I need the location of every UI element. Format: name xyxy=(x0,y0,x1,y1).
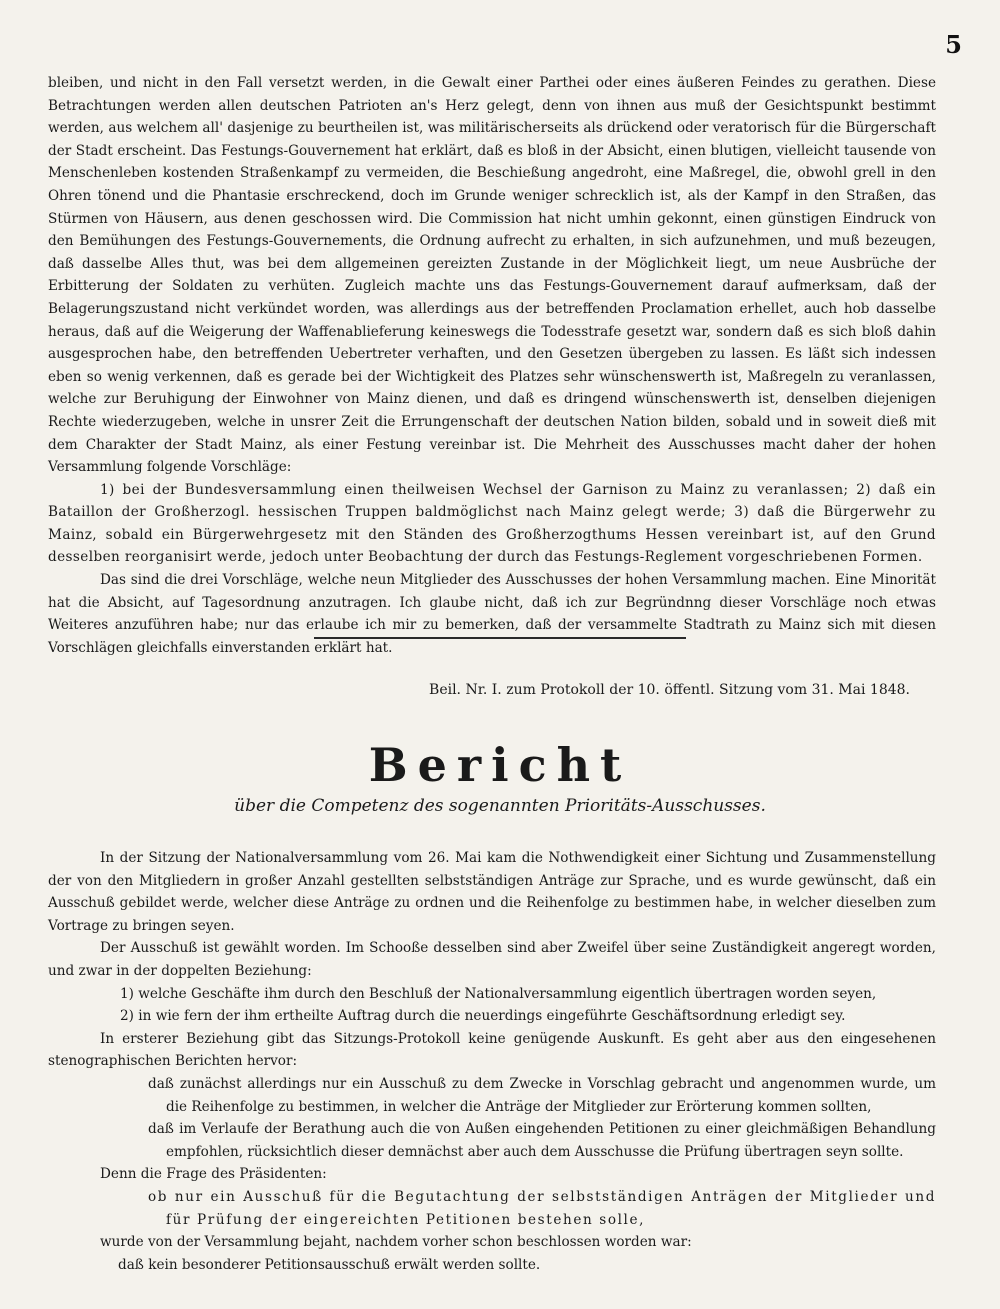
commission-report-continuation xyxy=(48,72,936,659)
report-body xyxy=(48,847,936,1276)
president-question: ob nur ein Ausschuß für die Begutachtung der selbstständigen Anträgen der Mitglieder und für Prüfung der eingereichten Petitionen bestehen solle, xyxy=(148,1188,936,1228)
section-divider xyxy=(314,637,686,639)
paragraph: Das sind die drei Vorschläge, welche neun Mitglieder des Ausschusses der hohen Versammlung machen. Eine Minorität hat die Absicht, auf Tagesordnung anzutragen. Ich glaube nicht, daß ich zur Begründnng dieser Vorschläge noch etwas Weiteres anzuführen habe; nur das erlaube ich mir zu bemerken, daß der versammelte Stadtrath zu Mainz sich mit diesen Vorschlägen gleichfalls einverstanden erklärt hat. xyxy=(48,572,936,656)
paragraph: In ersterer Beziehung gibt das Sitzungs-Protokoll keine genügende Auskunft. Es geht aber aus den eingesehenen stenographischen Berichten hervor: xyxy=(48,1030,936,1070)
paragraph: Denn die Frage des Präsidenten: xyxy=(100,1166,327,1183)
quoted-clause: daß im Verlaufe der Berathung auch die von Außen eingehenden Petitionen zu einer gleichmäßigen Behandlung empfohlen, rücksichtlich dieser demnächst aber auch dem Ausschusse die Prüfung übertragen seyn sollte. xyxy=(148,1121,936,1160)
quoted-clause: daß kein besonderer Petitionsausschuß erwält werden sollte. xyxy=(118,1256,541,1273)
list-item: 1) welche Geschäfte ihm durch den Beschluß der Nationalversammlung eigentlich übertragen worden seyen, xyxy=(120,985,877,1002)
quoted-clause: daß zunächst allerdings nur ein Ausschuß zu dem Zwecke in Vorschlag gebracht und angenommen wurde, um die Reihenfolge zu bestimmen, in welcher die Anträge der Mitglieder zur Erörterung kommen sollten, xyxy=(148,1075,936,1115)
report-subtitle: über die Competenz des sogenannten Prioritäts-Ausschusses. xyxy=(234,796,766,816)
paragraph: Der Ausschuß ist gewählt worden. Im Schooße desselben sind aber Zweifel über seine Zuständigkeit angeregt worden, und zwar in der doppelten Beziehung: xyxy=(48,940,936,979)
paragraph: bleiben, und nicht in den Fall versetzt werden, in die Gewalt einer Parthei oder eines äußeren Feindes zu gerathen. Diese Betrachtungen werden allen deutschen Patrioten an's Herz gelegt, denn von ihnen aus muß der Gesichtspunkt bestimmt werden, aus welchem all' dasjenige zu beurtheilen ist, was militärischerseits als drückend oder veratorisch für die Bürgerschaft der Stadt erscheint. Das Festungs-Gouvernement hat erklärt, daß es bloß in der Absicht, einen blutigen, vielleicht tausende von Menschenleben kostenden Straßenkampf zu vermeiden, die Beschießung angedroht, eine Maßregel, die, obwohl grell in den Ohren tönend und die Phantasie erschreckend, doch im Grunde weniger schrecklich ist, als der Kampf in den Straßen, das Stürmen von Häusern, aus denen geschossen wird. Die Commission hat nicht umhin gekonnt, einen günstigen Eindruck von den Bemühungen des Festungs-Gouvernements, die Ordnung aufrecht zu erhalten, in sich aufzunehmen, und muß bezeugen, daß dasselbe Alles thut, was bei dem allgemeinen gereizten Zustande in der Möglichkeit liegt, um neue Ausbrüche der Erbitterung der Soldaten zu verhüten. Zugleich machte uns das Festungs-Gouvernement darauf aufmerksam, daß der Belagerungszustand nicht verkündet worden, was allerdings aus der betreffenden Proclamation erhellet, auch hob dasselbe heraus, daß auf die Weigerung der Waffenablieferung keineswegs die Todesstrafe gesetzt war, sondern daß es sich bloß dahin ausgesprochen habe, den betreffenden Uebertreter verhaften, und den Gesetzen übergeben zu lassen. Es läßt sich indessen eben so wenig verkennen, daß es gerade bei der Wichtigkeit des Platzes sehr wünschenswerth ist, Maßregeln zu veranlassen, welche zur Beruhigung der Einwohner von Mainz dienen, und daß es dringend wünschenswerth ist, denselben diejenigen Rechte wiederzugeben, welche in unsrer Zeit die Errungenschaft der deutschen Nation bilden, sobald und in soweit dieß mit dem Charakter der Stadt Mainz, als einer Festung vereinbar ist. Die Mehrheit des Ausschusses macht daher der hohen Versammlung folgende Vorschläge: xyxy=(48,75,936,476)
appendix-reference: Beil. Nr. I. zum Protokoll der 10. öffentl. Sitzung vom 31. Mai 1848. xyxy=(429,682,910,698)
proposals-list: 1) bei der Bundesversammlung einen theilweisen Wechsel der Garnison zu Mainz zu veranlassen; 2) daß ein Bataillon der Großherzogl. hessischen Truppen baldmöglichst nach Mainz gelegt werde; 3) daß die Bürgerwehr zu Mainz, sobald ein Bürgerwehrgesetz mit den Ständen des Großherzogthums Hessen vereinbart ist, auf den Grund desselben reorganisirt werde, jedoch unter Beobachtung der durch das Festungs-Reglement vorgeschriebenen Formen. xyxy=(48,481,936,566)
paragraph: wurde von der Versammlung bejaht, nachdem vorher schon beschlossen worden war: xyxy=(100,1234,692,1251)
paragraph: In der Sitzung der Nationalversammlung vom 26. Mai kam die Nothwendigkeit einer Sichtung und Zusammenstellung der von den Mitgliedern in großer Anzahl gestellten selbstständigen Anträge zur Sprache, und es wurde gewünscht, daß ein Ausschuß gebildet werde, welcher diese Anträge zu ordnen und die Reihenfolge zu bestimmen habe, in welcher dieselben zum Vortrage zu bringen seyen. xyxy=(48,850,936,934)
report-title: Bericht xyxy=(368,738,632,792)
page-number: 5 xyxy=(945,30,962,59)
list-item: 2) in wie fern der ihm ertheilte Auftrag durch die neuerdings eingeführte Geschäftsordnung erledigt sey. xyxy=(120,1008,846,1025)
